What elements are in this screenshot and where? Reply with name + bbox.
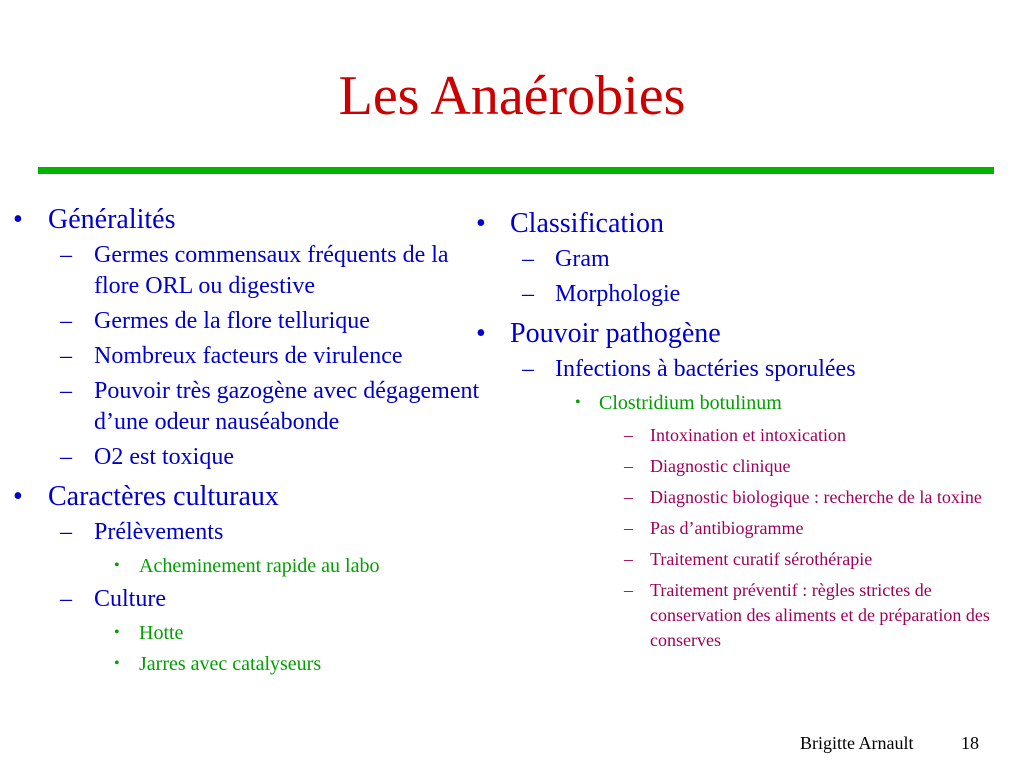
list-item: – Traitement curatif sérothérapie: [624, 549, 873, 569]
list-item: – Germes de la flore tellurique: [60, 308, 370, 334]
page-number: 18: [961, 733, 979, 753]
bullet-pouvoir-pathogene: • Pouvoir pathogène: [476, 318, 721, 349]
bullet-dot-icon: •: [476, 318, 486, 349]
list-item-infections: – Infections à bactéries sporulées: [522, 356, 856, 382]
list-item-clostridium: • Clostridium botulinum: [575, 392, 782, 414]
list-item: – Morphologie: [522, 281, 681, 307]
list-item: – Pouvoir très gazogène avec dégagement d’une odeur nauséabonde: [60, 378, 480, 435]
bullet-generalites: • Généralités: [13, 204, 176, 235]
left-column: [0, 196, 490, 681]
list-item: – Diagnostic clinique: [624, 456, 791, 476]
bullet-dot-icon: •: [13, 481, 23, 512]
list-item: • Jarres avec catalyseurs: [114, 653, 322, 675]
list-item-culture: – Culture: [60, 586, 166, 612]
list-item: – Traitement préventif : règles strictes de conservation des aliments et de préparation des conserves: [624, 580, 990, 650]
bullet-dot-icon: •: [476, 208, 486, 239]
list-item: – Nombreux facteurs de virulence: [60, 343, 403, 369]
list-item: – Pas d’antibiogramme: [624, 518, 804, 538]
list-item: – Gram: [522, 246, 610, 272]
bullet-caracteres-culturaux: • Caractères culturaux: [13, 481, 279, 512]
bullet-classification: • Classification: [476, 208, 664, 239]
list-item: • Hotte: [114, 622, 184, 644]
list-item: – Germes commensaux fréquents de la flore ORL ou digestive: [60, 242, 449, 299]
right-column: [462, 196, 1022, 659]
slide-title: Les Anaérobies: [338, 65, 686, 127]
list-item-prelevements: – Prélèvements: [60, 519, 224, 545]
title-divider: [38, 167, 994, 174]
list-item: – Intoxination et intoxication: [624, 425, 846, 445]
list-item: – O2 est toxique: [60, 444, 234, 470]
bullet-dot-icon: •: [13, 204, 23, 235]
list-item: – Diagnostic biologique : recherche de la toxine: [624, 487, 982, 507]
footer-author: Brigitte Arnault: [800, 733, 914, 753]
list-item: • Acheminement rapide au labo: [114, 555, 380, 577]
